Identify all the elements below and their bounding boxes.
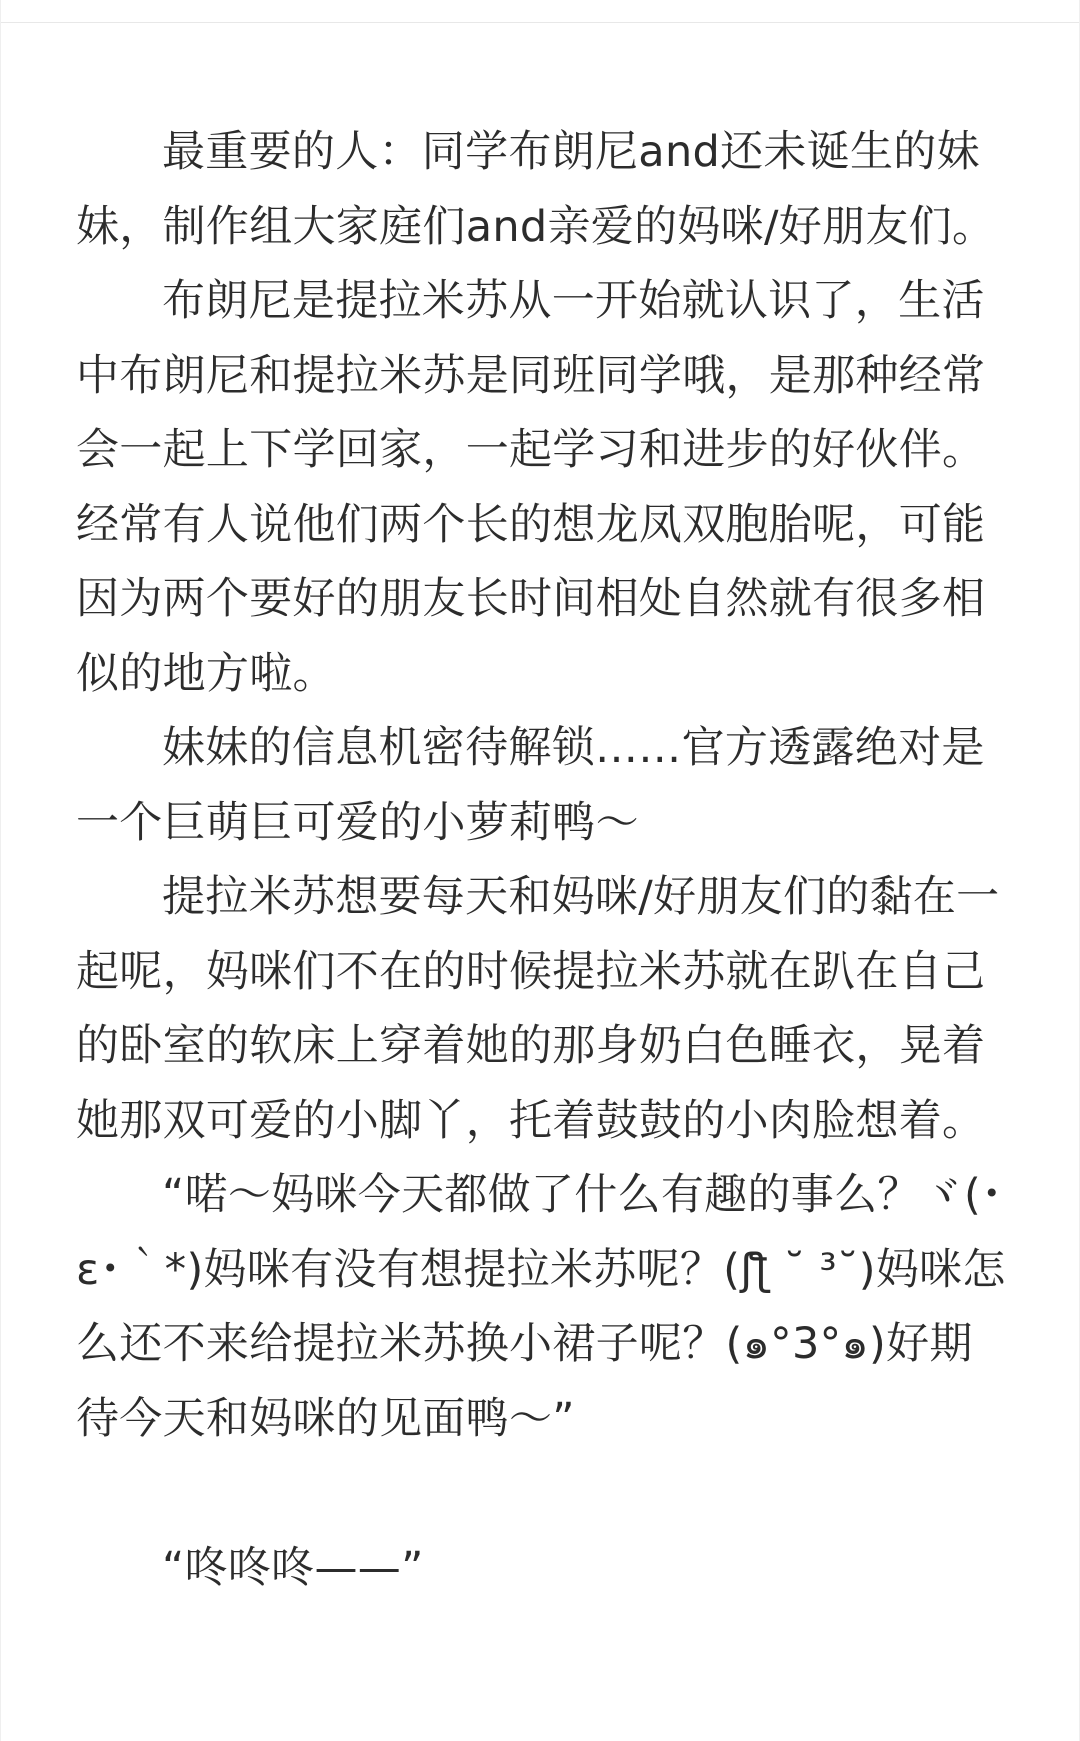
article-body bbox=[76, 115, 1006, 1605]
paragraph-little-sister: 妹妹的信息机密待解锁……官方透露绝对是一个巨萌巨可爱的小萝莉鸭～ bbox=[76, 723, 985, 848]
paragraph-important-people: 最重要的人：同学布朗尼and还未诞生的妹妹，制作组大家庭们and亲爱的妈咪/好朋友们。 bbox=[76, 127, 996, 252]
top-divider bbox=[0, 22, 1080, 23]
left-edge-divider bbox=[0, 0, 1, 1741]
paragraph-tiramisu-bedroom: 提拉米苏想要每天和妈咪/好朋友们的黏在一起呢，妈咪们不在的时候提拉米苏就在趴在自己的卧室的软床上穿着她的那身奶白色睡衣，晃着她那双可爱的小脚丫，托着鼓鼓的小肉脸想着。 bbox=[76, 872, 1000, 1146]
paragraph-tiramisu-speech: “喏～妈咪今天都做了什么有趣的事么？ヾ(･ε･｀*)妈咪有没有想提拉米苏呢？(ʃƪ ˘ ³˘)妈咪怎么还不来给提拉米苏换小裙子呢？(๑°3°๑)好期待今天和妈咪的见面鸭～” bbox=[76, 1170, 1006, 1444]
paragraph-brownie: 布朗尼是提拉米苏从一开始就认识了，生活中布朗尼和提拉米苏是同班同学哦，是那种经常会一起上下学回家，一起学习和进步的好伙伴。经常有人说他们两个长的想龙凤双胞胎呢，可能因为两个要好的朋友长时间相处自然就有很多相似的地方啦。 bbox=[76, 276, 986, 699]
paragraph-knocking: “咚咚咚——” bbox=[162, 1542, 424, 1593]
paragraph-gap bbox=[76, 1456, 1006, 1531]
